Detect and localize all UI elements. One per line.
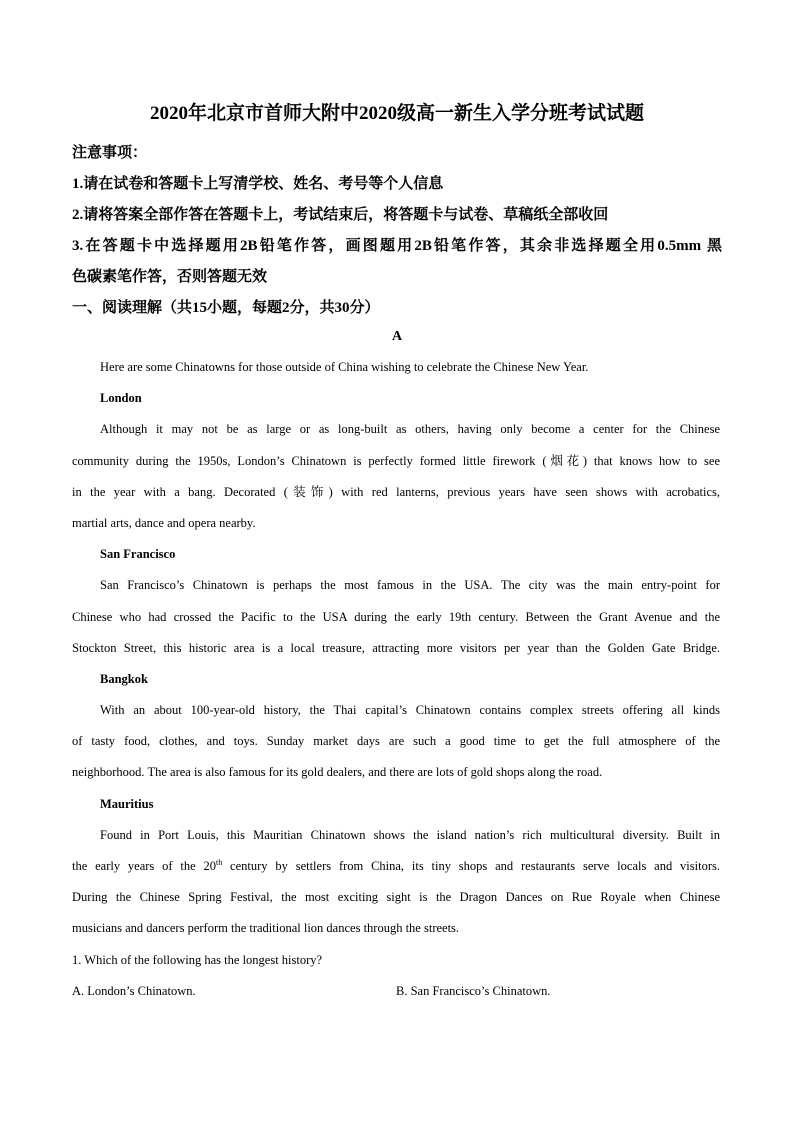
mauritius-line-2-pre: the early years of the 20 [72, 859, 216, 873]
london-line: Although it may not be as large or as long-built as others, having only become a center for the Chinese [100, 422, 720, 437]
sf-line: San Francisco’s Chinatown is perhaps the most famous in the USA. The city was the main entry-point for [100, 578, 720, 593]
london-line: martial arts, dance and opera nearby. [72, 515, 256, 530]
sf-line: Chinese who had crossed the Pacific to the USA during the early 19th century. Between the Grant Avenue and the [72, 609, 720, 624]
exam-title: 2020年北京市首师大附中2020级高一新生入学分班考试试题 [149, 103, 644, 124]
london-line: in the year with a bang. Decorated (装饰) with red lanterns, previous years have seen shows with acrobatics, [72, 484, 720, 499]
sf-line: Stockton Street, this historic area is a local treasure, attracting more visitors per year than the Golden Gate Bridge. [72, 640, 720, 655]
note-item-1: 1.请在试卷和答题卡上写清学校、姓名、考号等个人信息 [72, 176, 444, 192]
mauritius-line: During the Chinese Spring Festival, the most exciting sight is the Dragon Dances on Rue Royale when Chinese [72, 890, 720, 905]
bangkok-line: of tasty food, clothes, and toys. Sunday market days are such a good time to get the full atmosphere of the [72, 734, 720, 749]
question-1-options [72, 976, 720, 1007]
bangkok-line: With an about 100-year-old history, the Thai capital’s Chinatown contains complex streets offering all kinds [100, 703, 720, 718]
mauritius-line-2 [72, 851, 720, 882]
mauritius-line: musicians and dancers perform the traditional lion dances through the streets. [72, 921, 460, 936]
ordinal-suffix: th [215, 858, 223, 867]
passage-label: A [391, 329, 403, 344]
heading-san-francisco: San Francisco [100, 547, 176, 562]
heading-mauritius: Mauritius [100, 796, 154, 811]
question-1-stem: 1. Which of the following has the longest history? [72, 952, 323, 967]
passage-intro: Here are some Chinatowns for those outside of China wishing to celebrate the Chinese New Year. [100, 360, 589, 374]
option-a: A. London’s Chinatown. [72, 983, 196, 998]
note-item-2: 2.请将答案全部作答在答题卡上，考试结束后，将答题卡与试卷、草稿纸全部收回 [72, 207, 609, 223]
section-title: 一、阅读理解（共15小题，每题2分，共30分） [72, 300, 380, 316]
option-b: B. San Francisco’s Chinatown. [396, 983, 551, 998]
note-item-3-continued: 色碳素笔作答，否则答题无效 [72, 269, 268, 285]
note-item-3: 3.在答题卡中选择题用2B铅笔作答，画图题用2B铅笔作答，其余非选择题全用0.5mm 黑 [72, 238, 722, 254]
mauritius-line: Found in Port Louis, this Mauritian Chinatown shows the island nation’s rich multicultural diversity. Built in [100, 827, 720, 842]
passage-body [72, 352, 720, 1007]
heading-bangkok: Bangkok [100, 671, 148, 686]
notes-section [72, 138, 722, 324]
notes-heading: 注意事项： [72, 145, 148, 161]
mauritius-line-2-post: century by settlers from China, its tiny shops and restaurants serve locals and visitors. [222, 859, 720, 873]
bangkok-line: neighborhood. The area is also famous for its gold dealers, and there are lots of gold shops along the road. [72, 765, 603, 780]
heading-london: London [100, 391, 142, 406]
london-line: community during the 1950s, London’s Chinatown is perfectly formed little firework (烟花) that knows how to see [72, 453, 720, 468]
